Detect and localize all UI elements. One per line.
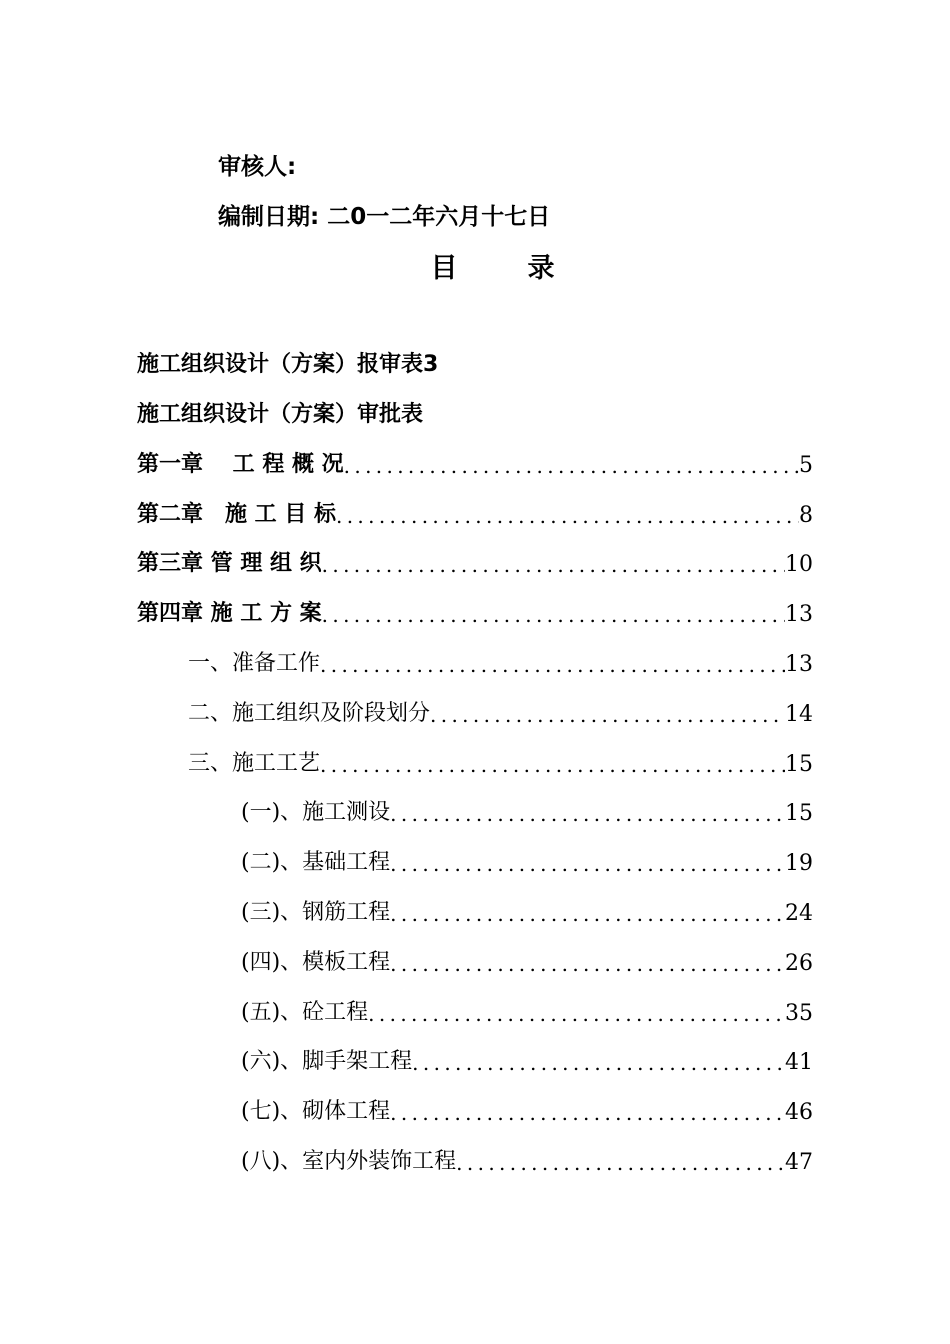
dot-leader	[390, 952, 785, 976]
toc-entry[interactable]	[137, 494, 813, 528]
toc-entry-label: (四)、模板工程	[241, 950, 391, 975]
toc-title-char-1: 目	[430, 253, 458, 284]
toc-entry[interactable]	[137, 344, 817, 378]
reviewer-label: 审核人:	[218, 154, 297, 180]
toc-entry-label: 第一章 工 程 概 况	[137, 452, 344, 477]
toc-entry[interactable]	[241, 842, 813, 876]
toc-entry[interactable]	[241, 992, 813, 1026]
toc-entry-page: 8	[799, 503, 813, 528]
toc-entry-page: 47	[785, 1150, 813, 1175]
dot-leader	[456, 1151, 785, 1175]
toc-entry-page: 46	[785, 1100, 813, 1125]
dot-leader	[320, 653, 785, 677]
toc-entry-label: (一)、施工测设	[241, 800, 391, 825]
toc-entry-label: (七)、砌体工程	[241, 1099, 391, 1124]
toc-entry[interactable]	[241, 892, 813, 926]
toc-entry-page: 14	[785, 702, 813, 727]
toc-entry[interactable]	[188, 643, 813, 677]
toc-entry-label: 施工组织设计（方案）报审表3	[137, 352, 439, 377]
toc-entry-page: 15	[785, 752, 813, 777]
toc-entry-page: 13	[785, 602, 813, 627]
toc-entry-page: 35	[785, 1001, 813, 1026]
dot-leader	[322, 603, 785, 627]
toc-entry[interactable]	[137, 593, 813, 627]
toc-entry-page: 10	[785, 552, 813, 577]
toc-entry[interactable]	[241, 942, 813, 976]
toc-entry-label: (三)、钢筋工程	[241, 900, 391, 925]
toc-entry[interactable]	[241, 1091, 813, 1125]
toc-entry[interactable]	[241, 1041, 813, 1075]
toc-entry-page: 13	[785, 652, 813, 677]
toc-entry[interactable]	[188, 693, 813, 727]
toc-entry-page: 26	[785, 951, 813, 976]
dot-leader	[322, 553, 785, 577]
toc-entry-page: 41	[785, 1050, 813, 1075]
toc-entry[interactable]	[188, 743, 813, 777]
toc-entry-label: 第四章 施 工 方 案	[137, 601, 322, 626]
toc-entry[interactable]	[137, 444, 813, 478]
toc-entry[interactable]	[241, 1141, 813, 1175]
toc-entry-label: 施工组织设计（方案）审批表	[137, 402, 424, 427]
dot-leader	[390, 852, 785, 876]
toc-entry[interactable]	[137, 394, 817, 428]
toc-entry-page: 19	[785, 851, 813, 876]
dot-leader	[336, 504, 799, 528]
toc-entry[interactable]	[137, 543, 813, 577]
dot-leader	[344, 454, 799, 478]
dot-leader	[390, 802, 785, 826]
dot-leader	[430, 703, 785, 727]
toc-entry-label: 第二章 施 工 目 标	[137, 502, 336, 527]
dot-leader	[390, 1101, 785, 1125]
toc-entry-label: (二)、基础工程	[241, 850, 391, 875]
date-label: 编制日期: 二0一二年六月十七日	[218, 204, 551, 230]
toc-entry-page: 15	[785, 801, 813, 826]
dot-leader	[320, 753, 785, 777]
toc-entry-page: 5	[799, 453, 813, 478]
toc-entry-label: (八)、室内外装饰工程	[241, 1149, 457, 1174]
toc-entry-page: 24	[785, 901, 813, 926]
toc-entry-label: 二、施工组织及阶段划分	[188, 701, 431, 726]
toc-entry-label: 一、准备工作	[188, 651, 321, 676]
dot-leader	[412, 1051, 785, 1075]
toc-entry-label: (六)、脚手架工程	[241, 1049, 413, 1074]
dot-leader	[368, 1002, 785, 1026]
dot-leader	[390, 902, 785, 926]
toc-entry-label: (五)、砼工程	[241, 1000, 369, 1025]
toc-title	[0, 246, 950, 285]
toc-entry-label: 三、施工工艺	[188, 751, 321, 776]
toc-entry-label: 第三章 管 理 组 织	[137, 551, 322, 576]
toc-title-char-2: 录	[527, 253, 555, 284]
toc-entry[interactable]	[241, 792, 813, 826]
